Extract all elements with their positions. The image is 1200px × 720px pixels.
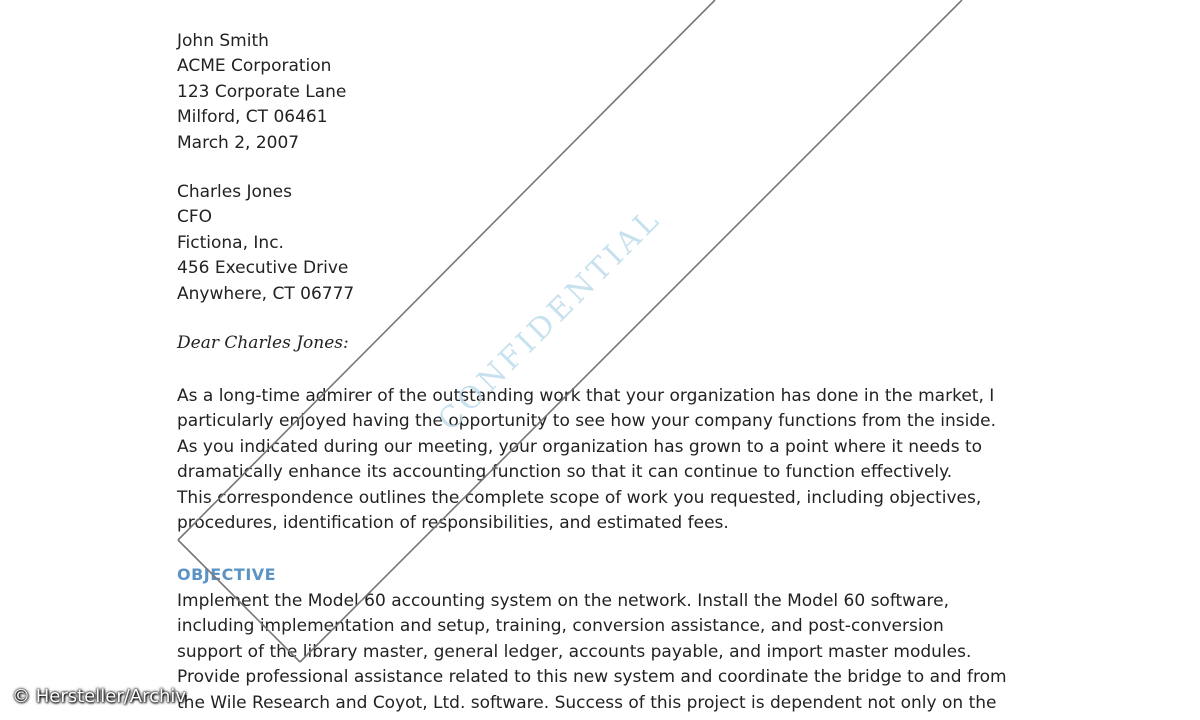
paragraph-line: the Wile Research and Coyot, Ltd. software. Success of this project is dependent not only on the: [177, 692, 997, 713]
recipient-city: Anywhere, CT 06777: [177, 283, 355, 304]
recipient-company: Fictiona, Inc.: [177, 232, 284, 253]
paragraph-line: support of the library master, general ledger, accounts payable, and import master modules.: [177, 641, 972, 662]
watermark-line: [300, 0, 962, 662]
paragraph-line: Implement the Model 60 accounting system on the network. Install the Model 60 software,: [177, 591, 949, 611]
recipient-address: [177, 180, 354, 307]
paragraph-line: dramatically enhance its accounting function so that it can continue to function effectively.: [177, 462, 953, 483]
letter-date: March 2, 2007: [177, 132, 300, 153]
sender-address: [177, 29, 346, 156]
paragraph-line: including implementation and setup, training, conversion assistance, and post-conversion: [177, 616, 944, 637]
recipient-street: 456 Executive Drive: [177, 258, 349, 279]
sender-street: 123 Corporate Lane: [177, 81, 347, 102]
sender-name: John Smith: [177, 31, 269, 51]
recipient-title: CFO: [177, 207, 213, 228]
photo-credit: © Hersteller/Archiv: [12, 686, 187, 707]
paragraph-line: As a long-time admirer of the outstanding work that your organization has done in the market, I: [177, 386, 995, 406]
recipient-name: Charles Jones: [177, 182, 292, 202]
paragraph-line: procedures, identification of responsibilities, and estimated fees.: [177, 513, 729, 534]
salutation: Dear Charles Jones:: [177, 333, 349, 353]
confidential-watermark: CONFIDENTIAL: [431, 201, 669, 438]
paragraph-line: Provide professional assistance related to this new system and coordinate the bridge to and from: [177, 667, 1007, 688]
paragraph-line: As you indicated during our meeting, your organization has grown to a point where it needs to: [177, 436, 983, 457]
paragraph-line: particularly enjoyed having the opportunity to see how your company functions from the inside.: [177, 411, 997, 432]
sender-company: ACME Corporation: [177, 56, 332, 77]
paragraph-line: This correspondence outlines the complete scope of work you requested, including objectives,: [177, 487, 982, 508]
objective-heading: OBJECTIVE: [177, 565, 277, 584]
intro-paragraph: [177, 384, 996, 536]
objective-paragraph: [177, 589, 1007, 716]
sender-city: Milford, CT 06461: [177, 107, 328, 128]
